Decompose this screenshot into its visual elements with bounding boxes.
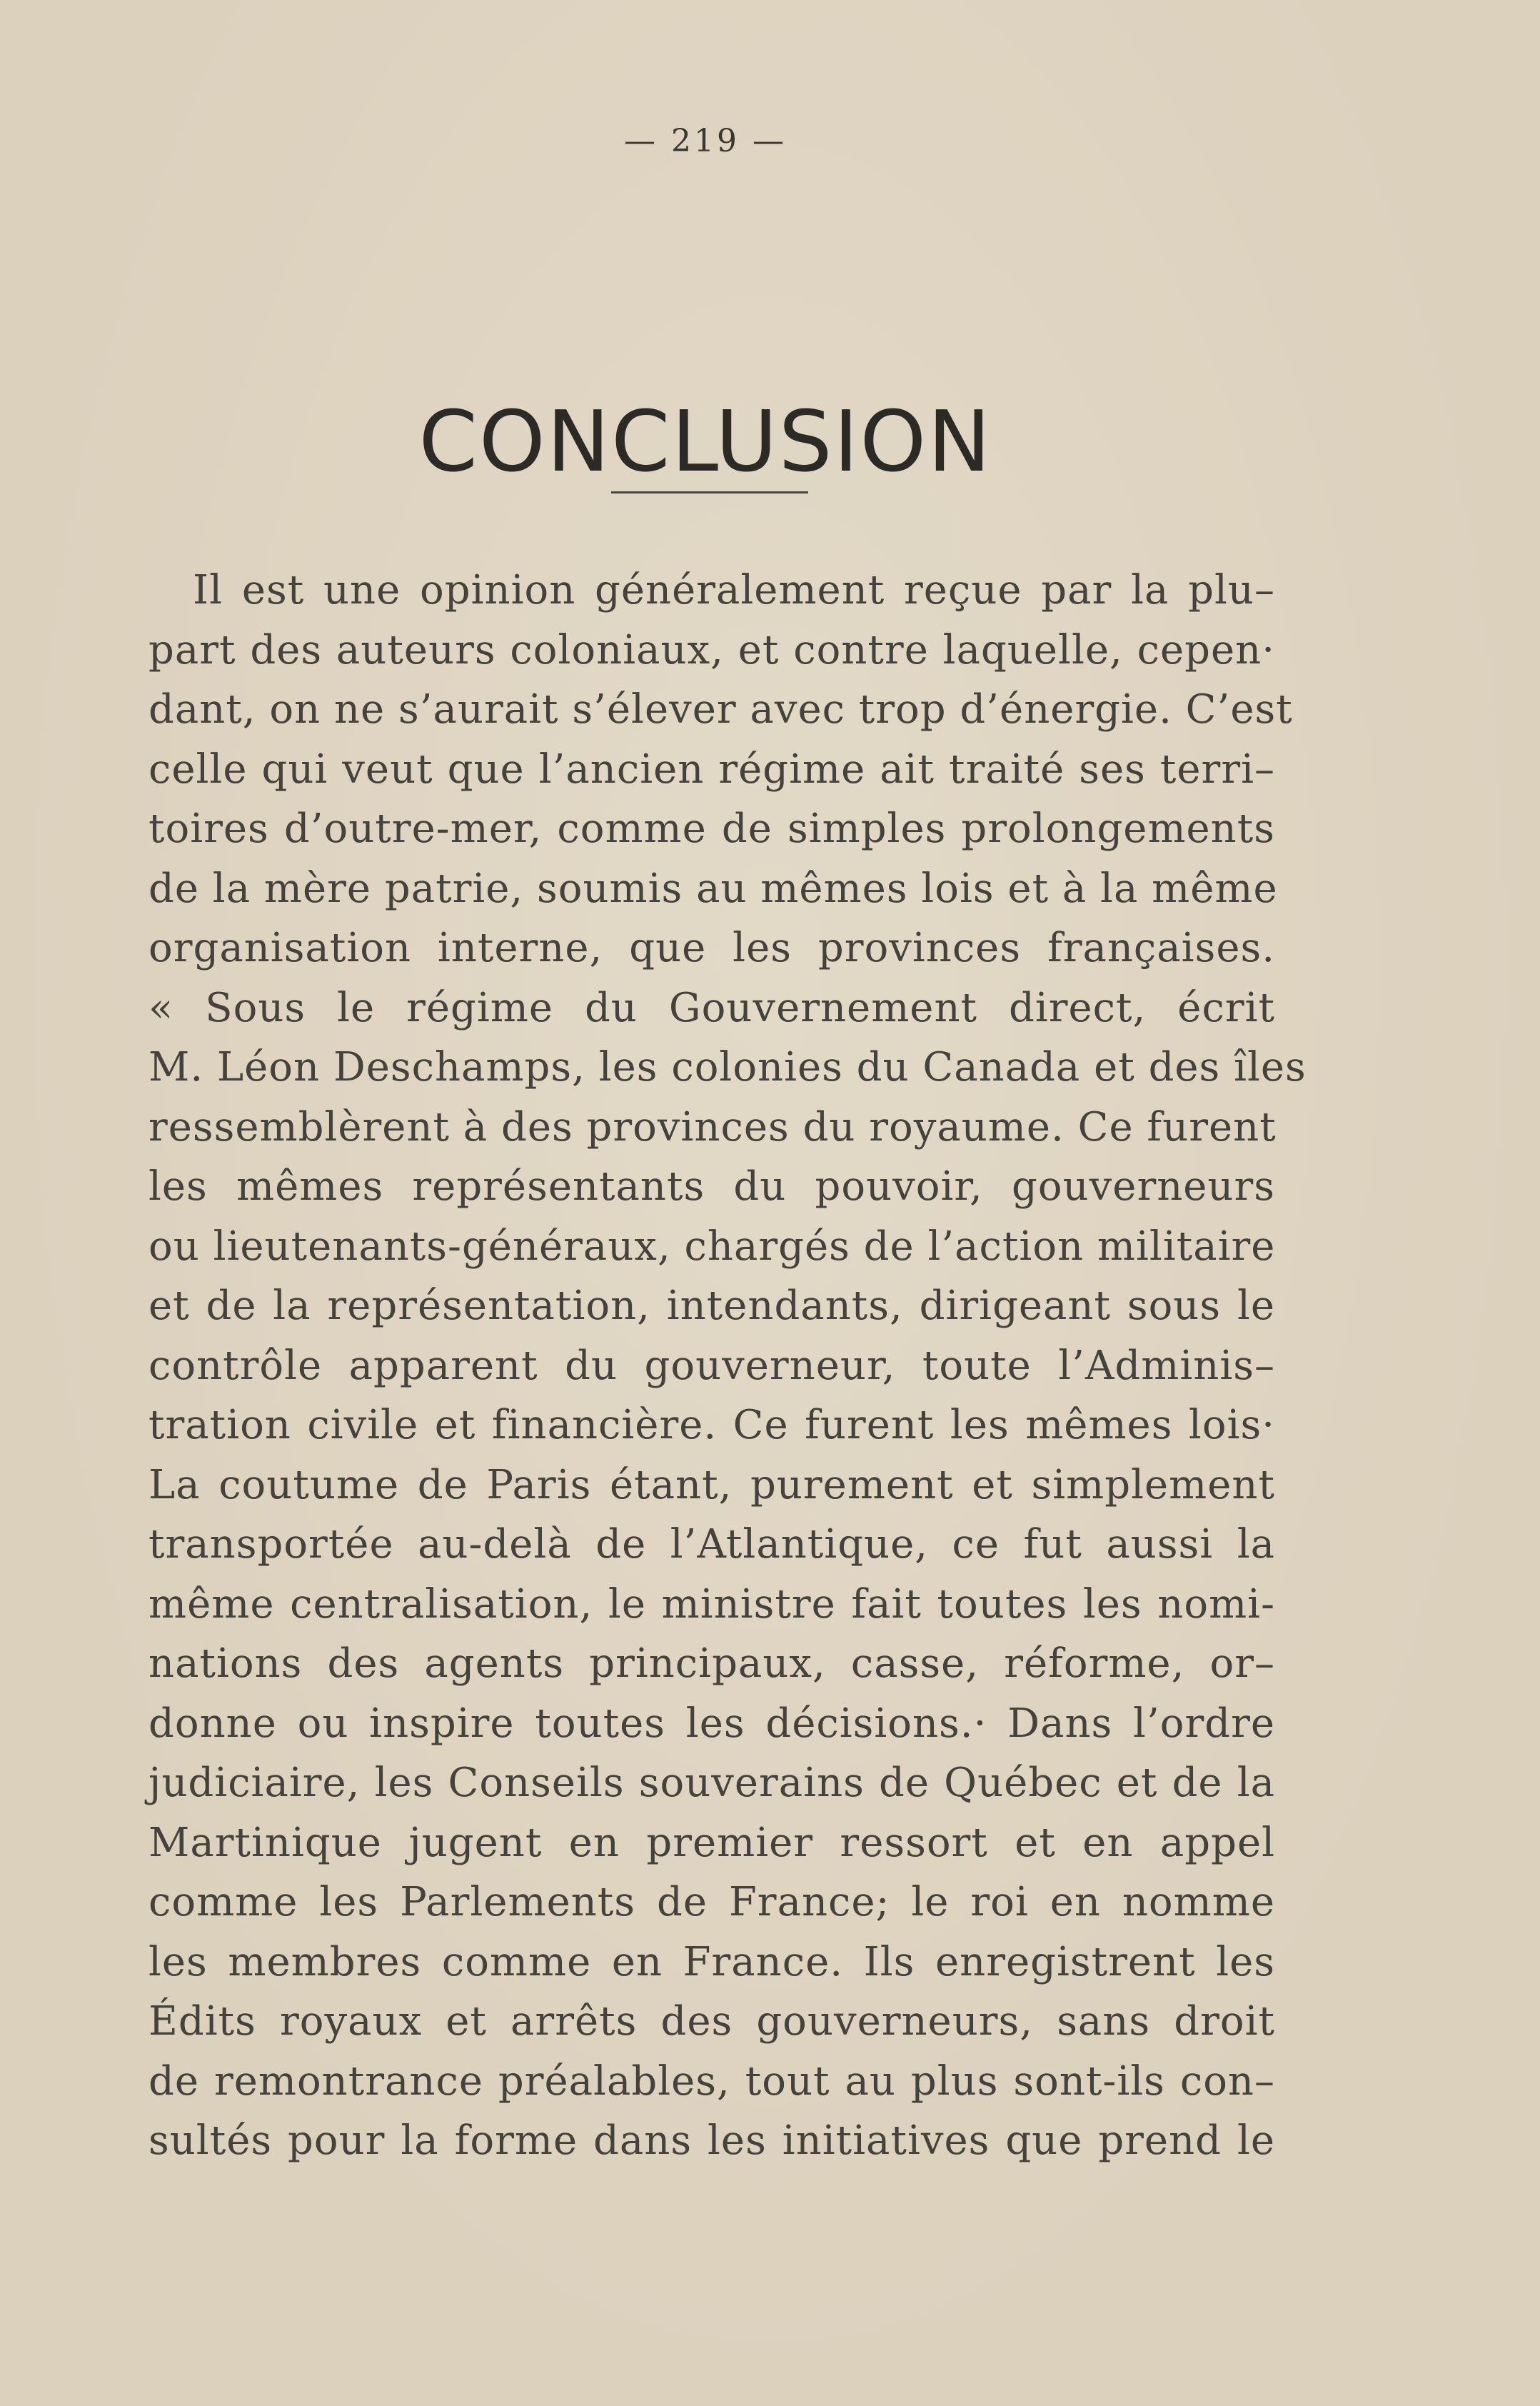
text-line: « Sous le régime du Gouvernement direct, écrit [149, 984, 1275, 1031]
text-line: ou lieutenants-généraux, chargés de l’action militaire [149, 1223, 1276, 1270]
text-line: ressemblèrent à des provinces du royaume. Ce furent [149, 1103, 1277, 1151]
text-line: même centralisation, le ministre fait toutes les nomi- [149, 1580, 1275, 1628]
text-line: Édits royaux et arrêts des gouverneurs, sans droit [149, 1998, 1275, 2045]
text-line: judiciaire, les Conseils souverains de Québec et de la [149, 1760, 1275, 1806]
text-line: part des auteurs coloniaux, et contre laquelle, cepen· [149, 626, 1275, 673]
text-line: les mêmes représentants du pouvoir, gouverneurs [149, 1163, 1275, 1210]
text-line: donne ou inspire toutes les décisions.· Dans l’ordre [149, 1700, 1275, 1747]
text-line: sultés pour la forme dans les initiatives que prend le [149, 2117, 1275, 2164]
text-line: Il est une opinion généralement reçue par la plu– [193, 567, 1275, 613]
text-line: La coutume de Paris étant, purement et simplement [149, 1461, 1275, 1508]
page-title: CONCLUSION [418, 392, 992, 491]
text-line: M. Léon Deschamps, les colonies du Canada et des îles [149, 1044, 1307, 1091]
text-line: les membres comme en France. Ils enregistrent les [149, 1938, 1275, 1985]
text-line: de la mère patrie, soumis au mêmes lois et à la même [149, 865, 1278, 912]
title-divider [611, 491, 808, 493]
text-line: toires d’outre-mer, comme de simples prolongements [149, 806, 1275, 852]
text-line: et de la représentation, intendants, dirigeant sous le [149, 1283, 1275, 1329]
text-line: de remontrance préalables, tout au plus sont-ils con– [149, 2057, 1275, 2105]
body-paragraph [149, 561, 1307, 2171]
text-line: organisation interne, que les provinces françaises. [149, 925, 1275, 971]
text-line: comme les Parlements de France; le roi en nomme [149, 1879, 1275, 1925]
text-line: celle qui veut que l’ancien régime ait traité ses terri– [149, 746, 1275, 793]
text-line: tration civile et financière. Ce furent les mêmes lois· [149, 1402, 1275, 1448]
page-number: — 219 — [624, 123, 787, 159]
text-line: dant, on ne s’aurait s’élever avec trop d’énergie. C’est [149, 686, 1293, 733]
text-line: Martinique jugent en premier ressort et en appel [149, 1819, 1275, 1866]
text-line: transportée au-delà de l’Atlantique, ce fut aussi la [149, 1521, 1275, 1568]
text-line: contrôle apparent du gouverneur, toute l’Adminis– [149, 1342, 1275, 1389]
text-line: nations des agents principaux, casse, réforme, or– [149, 1640, 1275, 1687]
